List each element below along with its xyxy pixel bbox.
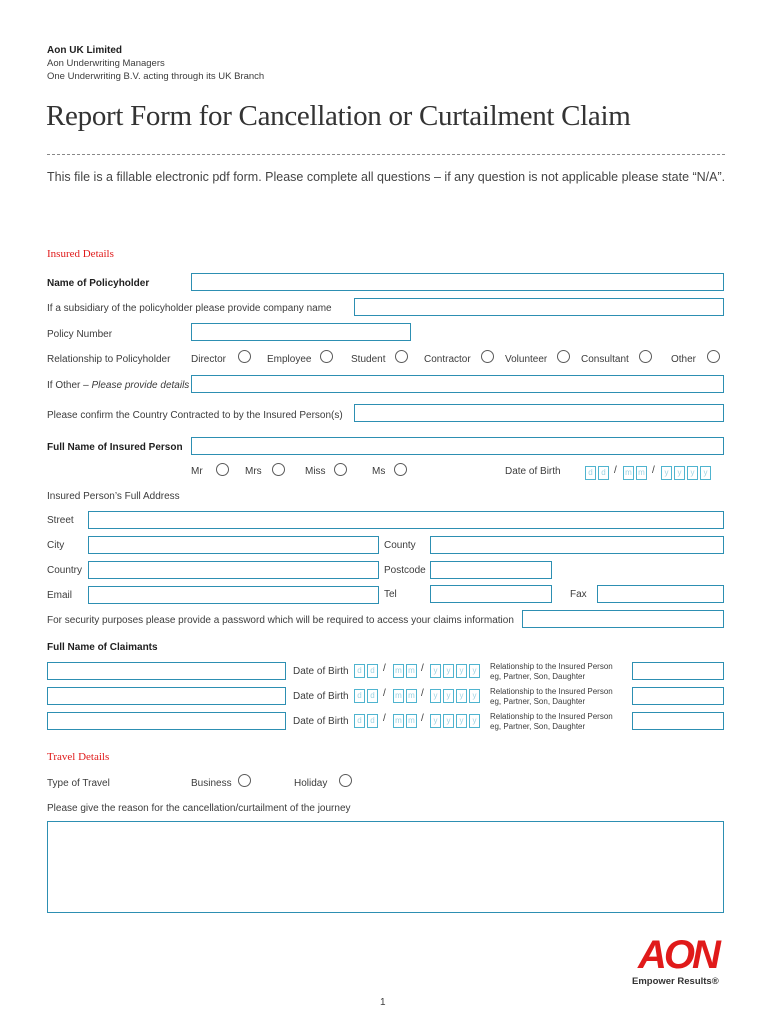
claimant-dob-separator: /: [383, 663, 386, 674]
claimant-dob-label: Date of Birth: [293, 691, 349, 702]
type-of-travel-label: Type of Travel: [47, 778, 110, 789]
title-mrs: Mrs: [245, 466, 262, 477]
claimant-dob-cell[interactable]: m: [406, 689, 417, 703]
claimant-dob-label: Date of Birth: [293, 666, 349, 677]
travel-details-heading: Travel Details: [47, 751, 110, 763]
claimant-dob-cell[interactable]: y: [430, 714, 441, 728]
claimant-relationship-field-3[interactable]: [632, 712, 724, 730]
relationship-option-director: Director: [191, 354, 227, 365]
intro-text: This file is a fillable electronic pdf form. Please complete all questions – if any question is not applicable please state “N/A”.: [47, 170, 726, 184]
business-radio[interactable]: [238, 774, 251, 787]
claimant-dob-cell[interactable]: y: [443, 664, 454, 678]
claimant-relationship-field-1[interactable]: [632, 662, 724, 680]
name-of-policyholder-label: Name of Policyholder: [47, 278, 150, 289]
county-label: County: [384, 540, 416, 551]
title-ms: Ms: [372, 466, 386, 477]
street-label: Street: [47, 515, 74, 526]
claimant-dob-cell[interactable]: m: [393, 689, 404, 703]
claimant-dob-cell[interactable]: y: [469, 689, 480, 703]
policy-number-label: Policy Number: [47, 329, 113, 340]
name-of-policyholder-field[interactable]: [191, 273, 724, 291]
dob-month-cell-2[interactable]: m: [636, 466, 647, 480]
claimant-dob-separator: /: [383, 688, 386, 699]
travel-option-business: Business: [191, 778, 232, 789]
dob-year-cell-2[interactable]: y: [674, 466, 685, 480]
claimant-relationship-line-1: Relationship to the Insured Person: [490, 662, 613, 671]
claimant-dob-cell[interactable]: y: [469, 664, 480, 678]
mrs-radio[interactable]: [272, 463, 285, 476]
claimant-dob-cell[interactable]: d: [367, 664, 378, 678]
claimant-dob-separator: /: [383, 713, 386, 724]
claimant-relationship-label: [490, 687, 613, 707]
volunteer-radio[interactable]: [557, 350, 570, 363]
claimant-dob-separator: /: [421, 713, 424, 724]
dob-year-cell-4[interactable]: y: [700, 466, 711, 480]
dob-year-cell-1[interactable]: y: [661, 466, 672, 480]
claimant-name-field-3[interactable]: [47, 712, 286, 730]
city-field[interactable]: [88, 536, 379, 554]
dob-day-cell-2[interactable]: d: [598, 466, 609, 480]
claimant-dob-cell[interactable]: m: [393, 714, 404, 728]
claimant-dob-separator: /: [421, 688, 424, 699]
claimant-relationship-line-1: Relationship to the Insured Person: [490, 712, 613, 721]
claimant-relationship-line-2: eg, Partner, Son, Daughter: [490, 697, 586, 706]
relationship-option-contractor: Contractor: [424, 354, 471, 365]
claimant-dob-label: Date of Birth: [293, 716, 349, 727]
claimant-dob-cell[interactable]: m: [406, 664, 417, 678]
claimant-dob-cell[interactable]: m: [393, 664, 404, 678]
dob-year-cell-3[interactable]: y: [687, 466, 698, 480]
tel-field[interactable]: [430, 585, 552, 603]
claimant-dob-cell[interactable]: y: [456, 714, 467, 728]
claimant-dob-cell[interactable]: d: [354, 664, 365, 678]
country-label: Country: [47, 565, 83, 576]
title-miss: Miss: [305, 466, 326, 477]
aon-logo-mark: [632, 930, 724, 974]
full-name-insured-label: Full Name of Insured Person: [47, 442, 183, 453]
claimant-dob-cell[interactable]: y: [443, 714, 454, 728]
dob-separator: /: [614, 465, 617, 476]
country-contracted-label: Please confirm the Country Contracted to by the Insured Person(s): [47, 410, 343, 421]
full-address-label: Insured Person’s Full Address: [47, 491, 180, 502]
claimant-relationship-line-2: eg, Partner, Son, Daughter: [490, 672, 586, 681]
aon-logo-text: AON: [638, 933, 718, 974]
claimant-dob-cell[interactable]: y: [469, 714, 480, 728]
company-name: Aon UK Limited: [47, 45, 122, 56]
reason-label: Please give the reason for the cancellation/curtailment of the journey: [47, 803, 351, 814]
employee-radio[interactable]: [320, 350, 333, 363]
title-divider: [47, 154, 725, 155]
claimant-dob-separator: /: [421, 663, 424, 674]
claimant-dob-cell[interactable]: y: [443, 689, 454, 703]
mr-radio[interactable]: [216, 463, 229, 476]
if-other-field[interactable]: [191, 375, 724, 393]
other-radio[interactable]: [707, 350, 720, 363]
claimant-dob-cell[interactable]: y: [456, 689, 467, 703]
subsidiary-field[interactable]: [354, 298, 724, 316]
relationship-option-volunteer: Volunteer: [505, 354, 548, 365]
travel-option-holiday: Holiday: [294, 778, 328, 789]
postcode-label: Postcode: [384, 565, 426, 576]
relationship-option-other: Other: [671, 354, 697, 365]
claimant-dob-cell[interactable]: y: [456, 664, 467, 678]
holiday-radio[interactable]: [339, 774, 352, 787]
relationship-option-consultant: Consultant: [581, 354, 629, 365]
page-number: 1: [380, 997, 386, 1008]
page-title: Report Form for Cancellation or Curtailment Claim: [46, 100, 631, 132]
claimant-dob-cell[interactable]: m: [406, 714, 417, 728]
reason-textarea[interactable]: [47, 821, 724, 913]
miss-radio[interactable]: [334, 463, 347, 476]
student-radio[interactable]: [395, 350, 408, 363]
claimant-dob-cell[interactable]: d: [354, 714, 365, 728]
logo-tagline: Empower Results®: [632, 976, 719, 987]
email-field[interactable]: [88, 586, 379, 604]
header-line-3: One Underwriting B.V. acting through its UK Branch: [47, 71, 265, 82]
ms-radio[interactable]: [394, 463, 407, 476]
claimant-dob-cell[interactable]: d: [354, 689, 365, 703]
contractor-radio[interactable]: [481, 350, 494, 363]
insured-dob-label: Date of Birth: [505, 466, 561, 477]
city-label: City: [47, 540, 65, 551]
aon-logo: [632, 930, 724, 974]
claimant-dob-cell[interactable]: y: [430, 664, 441, 678]
consultant-radio[interactable]: [639, 350, 652, 363]
claimant-dob-cell[interactable]: y: [430, 689, 441, 703]
fax-label: Fax: [570, 589, 587, 600]
dob-day-cell-1[interactable]: d: [585, 466, 596, 480]
claimant-dob-cell[interactable]: d: [367, 714, 378, 728]
email-label: Email: [47, 590, 73, 601]
postcode-field[interactable]: [430, 561, 552, 579]
password-field[interactable]: [522, 610, 724, 628]
relationship-option-student: Student: [351, 354, 386, 365]
claimant-dob-cell[interactable]: d: [367, 689, 378, 703]
country-field[interactable]: [88, 561, 379, 579]
subsidiary-label: If a subsidiary of the policyholder please provide company name: [47, 303, 332, 314]
insured-details-heading: Insured Details: [47, 248, 114, 260]
claimants-heading: Full Name of Claimants: [47, 642, 158, 653]
country-contracted-field[interactable]: [354, 404, 724, 422]
if-other-label: If Other – Please provide details: [47, 380, 190, 391]
county-field[interactable]: [430, 536, 724, 554]
full-name-insured-field[interactable]: [191, 437, 724, 455]
fax-field[interactable]: [597, 585, 724, 603]
claimant-relationship-label: [490, 662, 613, 682]
claimant-name-field-1[interactable]: [47, 662, 286, 680]
password-label: For security purposes please provide a password which will be required to access your claims information: [47, 615, 514, 626]
claimant-name-field-2[interactable]: [47, 687, 286, 705]
dob-month-cell-1[interactable]: m: [623, 466, 634, 480]
relationship-label: Relationship to Policyholder: [47, 354, 171, 365]
claimant-relationship-label: [490, 712, 613, 732]
tel-label: Tel: [384, 589, 397, 600]
claimant-relationship-line-2: eg, Partner, Son, Daughter: [490, 722, 586, 731]
director-radio[interactable]: [238, 350, 251, 363]
claimant-relationship-line-1: Relationship to the Insured Person: [490, 687, 613, 696]
title-mr: Mr: [191, 466, 203, 477]
header-line-2: Aon Underwriting Managers: [47, 58, 165, 69]
street-field[interactable]: [88, 511, 724, 529]
policy-number-field[interactable]: [191, 323, 411, 341]
claimant-relationship-field-2[interactable]: [632, 687, 724, 705]
dob-separator: /: [652, 465, 655, 476]
relationship-option-employee: Employee: [267, 354, 312, 365]
